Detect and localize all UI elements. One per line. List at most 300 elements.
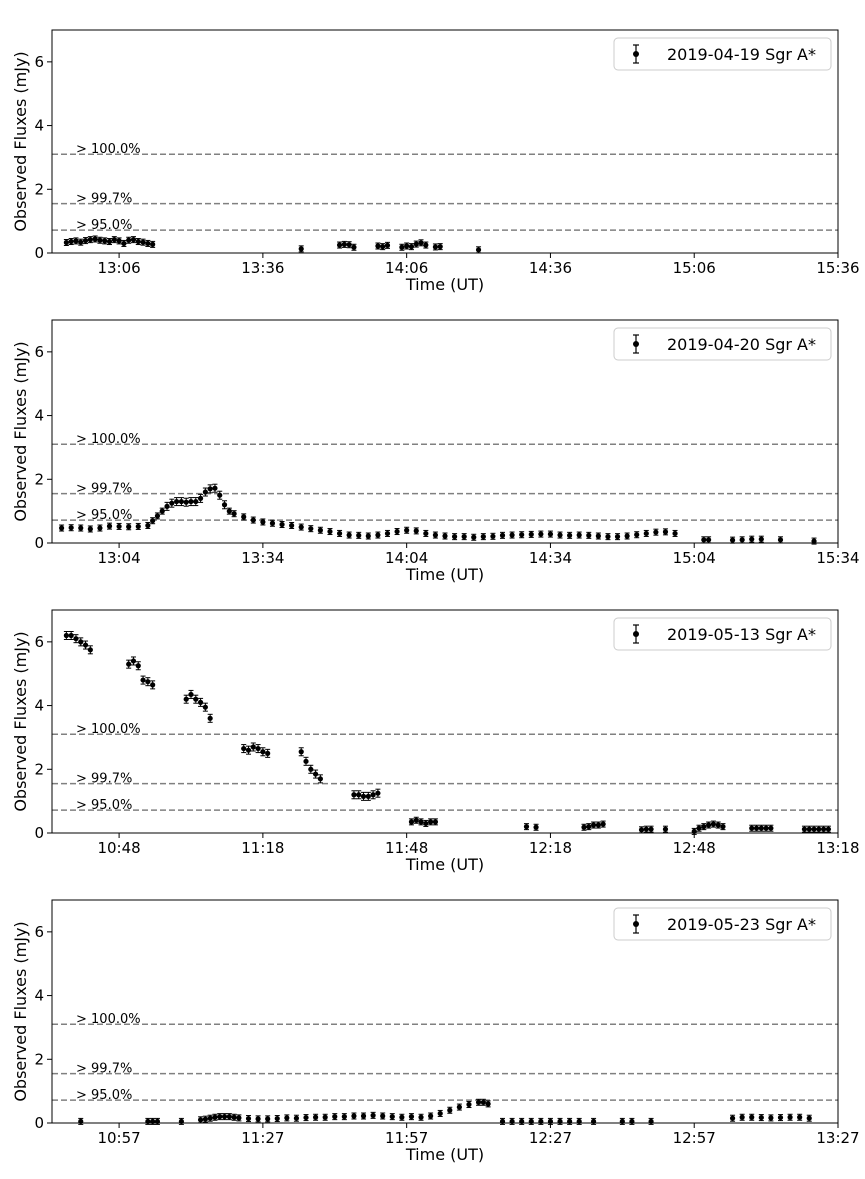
data-point [481, 534, 486, 539]
data-point [519, 532, 524, 537]
data-point [184, 697, 189, 702]
data-point [227, 1114, 232, 1119]
data-point [275, 1116, 280, 1121]
data-series [64, 236, 481, 253]
x-tick-label: 15:06 [672, 259, 716, 277]
y-tick-label: 4 [34, 986, 44, 1005]
x-tick-label: 15:04 [672, 549, 716, 567]
data-point [251, 744, 256, 749]
data-point [217, 1114, 222, 1119]
data-point [375, 532, 380, 537]
y-axis [34, 53, 52, 262]
data-point [490, 534, 495, 539]
data-point [59, 525, 64, 530]
y-tick-label: 0 [34, 534, 44, 552]
data-point [428, 1113, 433, 1118]
data-point [442, 533, 447, 538]
data-point [663, 827, 668, 832]
data-point [390, 1114, 395, 1119]
threshold-label: > 100.0% [76, 722, 141, 738]
x-tick-label: 10:48 [97, 839, 141, 857]
data-point [615, 534, 620, 539]
threshold-label: > 100.0% [76, 432, 141, 448]
y-tick-label: 4 [34, 116, 44, 135]
data-point [150, 242, 155, 247]
data-point [246, 748, 251, 753]
data-point [208, 486, 213, 491]
threshold-label: > 99.7% [76, 191, 133, 207]
data-point [356, 533, 361, 538]
data-point [356, 792, 361, 797]
data-point [596, 533, 601, 538]
x-axis-label: Time (UT) [405, 855, 485, 874]
data-point [529, 532, 534, 537]
data-point [83, 642, 88, 647]
data-point [423, 531, 428, 536]
data-point [371, 792, 376, 797]
data-point [279, 522, 284, 527]
data-point [203, 1117, 208, 1122]
data-point [706, 822, 711, 827]
data-point [428, 819, 433, 824]
data-point [586, 824, 591, 829]
data-point [404, 243, 409, 248]
data-point [557, 532, 562, 537]
data-point [500, 533, 505, 538]
data-point [366, 533, 371, 538]
data-point [361, 794, 366, 799]
data-point [64, 633, 69, 638]
x-axis [97, 543, 859, 567]
data-point [140, 677, 145, 682]
data-series [78, 1099, 812, 1124]
data-point [366, 794, 371, 799]
data-point [486, 1101, 491, 1106]
data-point [438, 1111, 443, 1116]
data-point [509, 532, 514, 537]
data-point [696, 826, 701, 831]
data-point [227, 509, 232, 514]
x-axis [97, 833, 859, 857]
data-point [174, 499, 179, 504]
data-point [644, 827, 649, 832]
data-point [663, 529, 668, 534]
data-point [423, 821, 428, 826]
x-tick-label: 10:57 [97, 1129, 141, 1147]
data-point [371, 1113, 376, 1118]
y-tick-label: 2 [34, 470, 44, 489]
data-point [768, 1115, 773, 1120]
data-point [414, 818, 419, 823]
data-point [313, 1115, 318, 1120]
data-point [78, 525, 83, 530]
x-tick-label: 13:18 [816, 839, 860, 857]
threshold-label: > 95.0% [76, 218, 133, 234]
data-point [308, 767, 313, 772]
data-point [169, 501, 174, 506]
data-point [251, 517, 256, 522]
data-point [548, 531, 553, 536]
data-point [351, 792, 356, 797]
y-tick-label: 2 [34, 760, 44, 779]
y-tick-label: 0 [34, 244, 44, 262]
subplot-1 [11, 30, 860, 294]
data-point [418, 1115, 423, 1120]
data-point [289, 523, 294, 528]
y-axis-label: Observed Fluxes (mJy) [11, 341, 30, 522]
data-point [778, 537, 783, 542]
data-point [476, 247, 481, 252]
y-tick-label: 4 [34, 406, 44, 425]
data-point [150, 682, 155, 687]
data-point [337, 531, 342, 536]
data-point [241, 746, 246, 751]
data-point [241, 514, 246, 519]
data-point [265, 1116, 270, 1121]
legend-label: 2019-05-23 Sgr A* [667, 915, 816, 934]
y-tick-label: 0 [34, 824, 44, 842]
data-point [64, 240, 69, 245]
data-point [260, 519, 265, 524]
x-tick-label: 13:06 [97, 259, 141, 277]
data-point [203, 489, 208, 494]
legend [614, 38, 831, 70]
data-point [394, 529, 399, 534]
data-point [155, 513, 160, 518]
data-point [826, 827, 831, 832]
data-point [821, 827, 826, 832]
data-point [303, 1115, 308, 1120]
data-point [88, 647, 93, 652]
data-point [644, 531, 649, 536]
data-point [83, 238, 88, 243]
data-point [88, 237, 93, 242]
data-point [524, 824, 529, 829]
data-point [433, 819, 438, 824]
y-axis [34, 633, 52, 842]
data-point [577, 532, 582, 537]
data-point [399, 1115, 404, 1120]
data-series [64, 631, 831, 834]
data-point [116, 238, 121, 243]
y-tick-label: 6 [34, 342, 44, 361]
threshold-label: > 95.0% [76, 508, 133, 524]
data-point [303, 759, 308, 764]
data-point [232, 1115, 237, 1120]
data-point [802, 827, 807, 832]
y-tick-label: 2 [34, 1050, 44, 1069]
threshold-label: > 100.0% [76, 142, 141, 158]
x-tick-label: 11:27 [241, 1129, 285, 1147]
data-point [759, 826, 764, 831]
data-point [107, 239, 112, 244]
data-point [581, 825, 586, 830]
x-tick-label: 14:04 [385, 549, 429, 567]
data-point [466, 1102, 471, 1107]
data-point [648, 827, 653, 832]
data-point [97, 525, 102, 530]
data-point [720, 824, 725, 829]
x-axis-label: Time (UT) [405, 1145, 485, 1164]
data-point [471, 535, 476, 540]
data-point [639, 827, 644, 832]
data-point [749, 537, 754, 542]
data-point [759, 537, 764, 542]
threshold-label: > 99.7% [76, 481, 133, 497]
data-point [404, 528, 409, 533]
data-point [318, 528, 323, 533]
data-point [164, 504, 169, 509]
x-tick-label: 13:27 [816, 1129, 860, 1147]
data-point [452, 534, 457, 539]
data-point [375, 243, 380, 248]
data-point [601, 821, 606, 826]
data-point [198, 700, 203, 705]
x-axis-label: Time (UT) [405, 275, 485, 294]
data-point [787, 1115, 792, 1120]
data-point [380, 244, 385, 249]
subplot-4 [11, 900, 860, 1164]
data-point [126, 662, 131, 667]
data-point [299, 524, 304, 529]
data-point [255, 746, 260, 751]
data-point [193, 697, 198, 702]
data-point [533, 825, 538, 830]
data-point [323, 1115, 328, 1120]
x-tick-label: 15:36 [816, 259, 860, 277]
data-point [184, 500, 189, 505]
data-point [418, 819, 423, 824]
data-point [380, 1113, 385, 1118]
data-point [414, 241, 419, 246]
y-axis-label: Observed Fluxes (mJy) [11, 51, 30, 232]
data-point [807, 1116, 812, 1121]
data-point [188, 499, 193, 504]
x-axis [97, 253, 859, 277]
data-point [217, 493, 222, 498]
legend [614, 618, 831, 650]
data-point [188, 692, 193, 697]
x-tick-label: 12:27 [528, 1129, 573, 1147]
data-point [807, 827, 812, 832]
data-point [754, 826, 759, 831]
y-tick-label: 2 [34, 180, 44, 199]
data-point [150, 518, 155, 523]
data-point [136, 663, 141, 668]
y-tick-label: 0 [34, 1114, 44, 1132]
x-tick-label: 11:18 [241, 839, 285, 857]
legend [614, 908, 831, 940]
data-point [433, 532, 438, 537]
x-tick-label: 12:48 [672, 839, 716, 857]
x-tick-label: 12:57 [672, 1129, 716, 1147]
data-point [481, 1100, 486, 1105]
y-tick-label: 6 [34, 922, 44, 941]
legend-label: 2019-04-19 Sgr A* [667, 45, 816, 64]
data-point [260, 749, 265, 754]
data-point [375, 791, 380, 796]
data-point [701, 824, 706, 829]
x-tick-label: 13:36 [241, 259, 285, 277]
data-point [538, 531, 543, 536]
data-point [337, 242, 342, 247]
legend-label: 2019-05-13 Sgr A* [667, 625, 816, 644]
data-point [73, 238, 78, 243]
data-point [476, 1100, 481, 1105]
data-point [730, 1116, 735, 1121]
data-point [701, 537, 706, 542]
legend-marker [633, 921, 639, 927]
legend-marker [633, 51, 639, 57]
data-point [351, 245, 356, 250]
data-point [203, 705, 208, 710]
data-point [160, 509, 165, 514]
data-point [447, 1108, 452, 1113]
data-point [759, 1115, 764, 1120]
data-point [327, 529, 332, 534]
data-point [409, 819, 414, 824]
data-point [764, 826, 769, 831]
data-point [414, 528, 419, 533]
data-point [625, 533, 630, 538]
data-point [342, 242, 347, 247]
x-tick-label: 11:48 [385, 839, 429, 857]
x-tick-label: 12:18 [528, 839, 573, 857]
data-point [255, 1116, 260, 1121]
data-point [193, 499, 198, 504]
x-tick-label: 13:34 [241, 549, 285, 567]
data-point [730, 538, 735, 543]
data-point [457, 1104, 462, 1109]
data-point [102, 238, 107, 243]
data-point [69, 633, 74, 638]
data-point [361, 1113, 366, 1118]
x-tick-label: 13:04 [97, 549, 141, 567]
data-point [131, 658, 136, 663]
data-point [308, 526, 313, 531]
data-point [179, 499, 184, 504]
data-point [236, 1115, 241, 1120]
data-point [586, 533, 591, 538]
legend-marker [633, 341, 639, 347]
data-point [136, 524, 141, 529]
data-point [778, 1115, 783, 1120]
data-point [299, 246, 304, 251]
x-axis [97, 1123, 859, 1147]
legend [614, 328, 831, 360]
data-point [212, 1115, 217, 1120]
y-axis [34, 923, 52, 1132]
y-tick-label: 6 [34, 52, 44, 71]
threshold-label: > 95.0% [76, 1088, 133, 1104]
data-point [438, 244, 443, 249]
data-point [385, 243, 390, 248]
data-point [567, 533, 572, 538]
data-point [653, 530, 658, 535]
data-point [342, 1114, 347, 1119]
data-point [313, 771, 318, 776]
data-point [816, 827, 821, 832]
data-point [107, 524, 112, 529]
data-point [126, 238, 131, 243]
y-tick-label: 6 [34, 632, 44, 651]
data-point [69, 525, 74, 530]
data-point [126, 524, 131, 529]
subplot-2 [11, 320, 860, 584]
data-point [711, 821, 716, 826]
data-point [140, 240, 145, 245]
data-point [121, 241, 126, 246]
y-axis-label: Observed Fluxes (mJy) [11, 631, 30, 812]
data-point [69, 239, 74, 244]
data-point [294, 1116, 299, 1121]
data-point [222, 502, 227, 507]
data-point [385, 531, 390, 536]
data-point [212, 486, 217, 491]
threshold-label: > 100.0% [76, 1012, 141, 1028]
x-tick-label: 11:57 [385, 1129, 429, 1147]
data-point [78, 240, 83, 245]
data-point [145, 241, 150, 246]
data-point [97, 238, 102, 243]
data-point [409, 1114, 414, 1119]
data-point [409, 244, 414, 249]
data-point [596, 822, 601, 827]
data-point [634, 532, 639, 537]
data-point [740, 1115, 745, 1120]
data-point [208, 716, 213, 721]
data-point [332, 1114, 337, 1119]
data-point [797, 1115, 802, 1120]
data-point [88, 526, 93, 531]
data-point [116, 524, 121, 529]
data-point [78, 639, 83, 644]
threshold-label: > 95.0% [76, 798, 133, 814]
data-point [418, 240, 423, 245]
y-tick-label: 4 [34, 696, 44, 715]
data-point [131, 237, 136, 242]
data-point [222, 1114, 227, 1119]
data-point [246, 1116, 251, 1121]
data-point [284, 1115, 289, 1120]
x-axis-label: Time (UT) [405, 565, 485, 584]
data-point [399, 245, 404, 250]
threshold-label: > 99.7% [76, 771, 133, 787]
data-point [740, 537, 745, 542]
data-point [198, 1117, 203, 1122]
data-point [706, 537, 711, 542]
legend-label: 2019-04-20 Sgr A* [667, 335, 816, 354]
data-point [198, 496, 203, 501]
data-point [423, 242, 428, 247]
data-point [351, 1113, 356, 1118]
data-point [462, 534, 467, 539]
data-point [591, 822, 596, 827]
data-point [749, 826, 754, 831]
legend-marker [633, 631, 639, 637]
data-point [811, 827, 816, 832]
data-point [232, 511, 237, 516]
data-point [749, 1115, 754, 1120]
data-point [265, 751, 270, 756]
x-tick-label: 14:34 [528, 549, 573, 567]
data-point [433, 244, 438, 249]
data-point [208, 1116, 213, 1121]
data-point [136, 239, 141, 244]
x-tick-label: 14:06 [385, 259, 429, 277]
data-point [299, 749, 304, 754]
data-point [270, 521, 275, 526]
